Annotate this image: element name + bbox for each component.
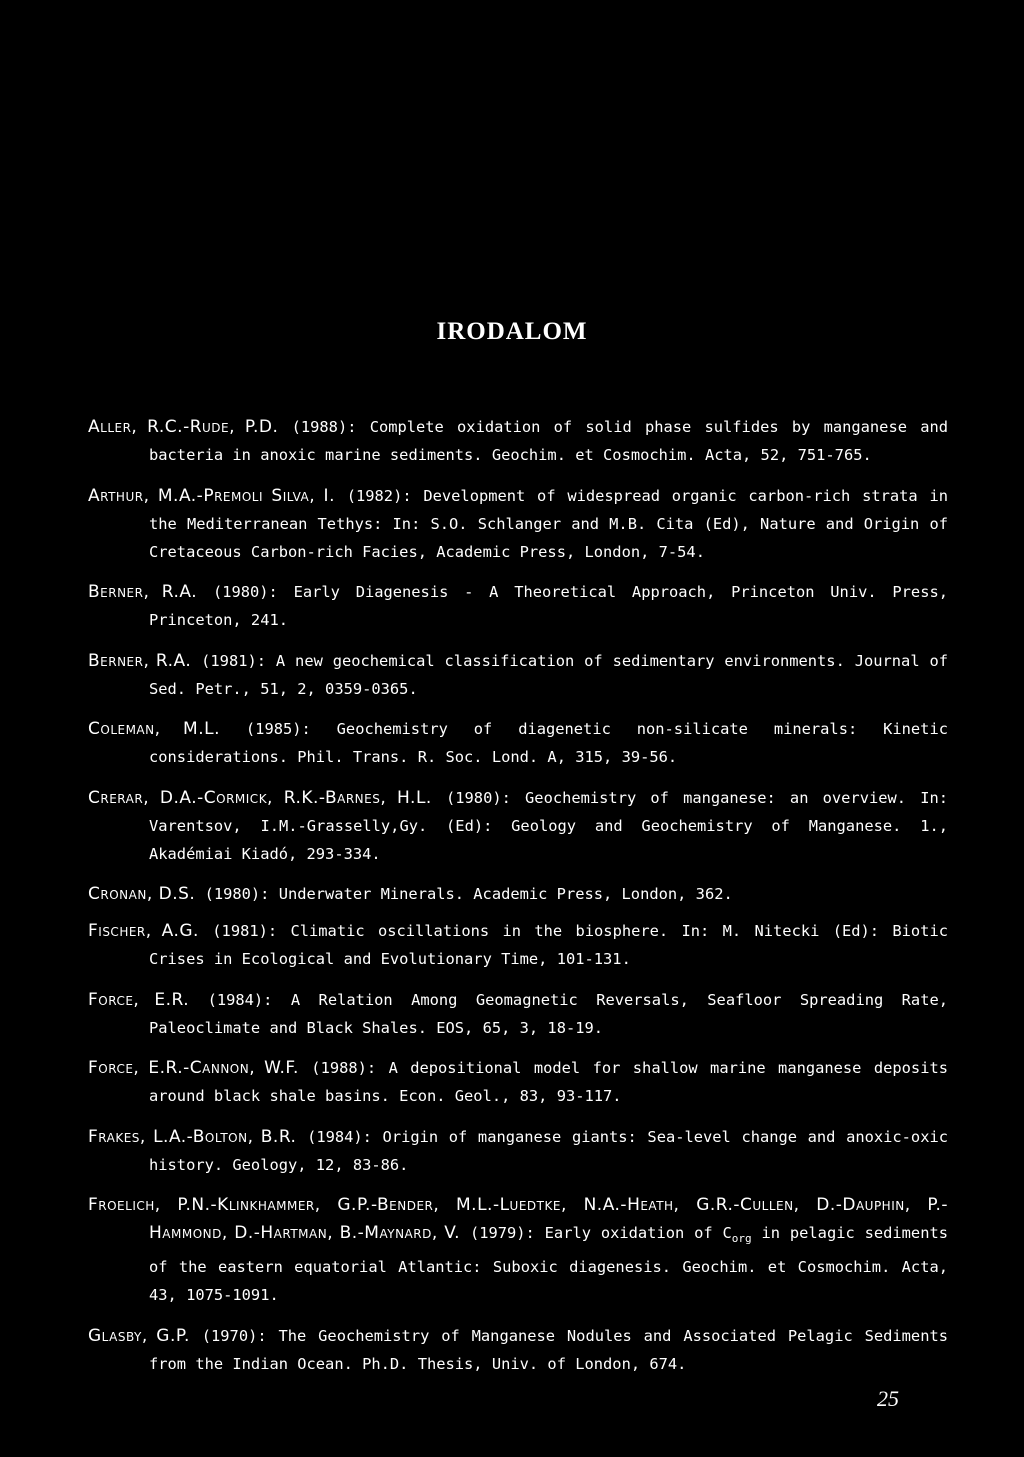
reference-details: (1980): Underwater Minerals. Academic Press, London, 362. [195,885,733,903]
reference-authors: Force, E.R.-Cannon, W.F. [88,1058,299,1078]
reference-details: (1980): Geochemistry of manganese: an overview. In: Varentsov, I.M.-Grasselly,Gy. (Ed): Geology and Geochemistry of Manganese. 1., Akadémiai Kiadó, 293-334. [149,788,948,863]
reference-list [88,413,948,1390]
reference-details: (1981): A new geochemical classification of sedimentary environments. Journal of Sed. Petr., 51, 2, 0359-0365. [149,651,949,698]
reference-entry [88,647,948,703]
reference-entry [88,986,948,1042]
reference-entry [88,1054,948,1110]
reference-details: (1988): Complete oxidation of solid phase sulfides by manganese and bacteria in anoxic marine sediments. Geochim. et Cosmochim. Acta, 52, 751-765. [149,418,948,464]
reference-authors: Glasby, G.P. [88,1325,190,1346]
reference-authors: Crerar, D.A.-Cormick, R.K.-Barnes, H.L. [88,787,432,808]
reference-authors: Arthur, M.A.-Premoli Silva, I. [88,485,335,506]
reference-entry [88,917,948,973]
reference-details: (1984): Origin of manganese giants: Sea-level change and anoxic-oxic history. Geology, 12, 83-86. [149,1127,948,1174]
reference-details: (1984): A Relation Among Geomagnetic Reversals, Seafloor Spreading Rate, Paleoclimate and Black Shales. EOS, 65, 3, 18-19. [149,990,948,1037]
page-title: IRODALOM [436,318,588,345]
reference-entry [88,715,948,771]
reference-authors: Cronan, D.S. [88,884,196,904]
reference-authors: Froelich, P.N.-Klinkhammer, G.P.-Bender, M.L.-Luedtke, N.A.-Heath, G.R.-Cullen, D.-Dauphin, P.-Hammond, D.-Hartman, B.-Maynard, V. [88,1195,948,1243]
reference-entry [88,578,948,634]
reference-authors: Frakes, L.A.-Bolton, B.R. [88,1126,297,1147]
reference-details: (1970): The Geochemistry of Manganese Nodules and Associated Pelagic Sediments from the Indian Ocean. Ph.D. Thesis, Univ. of London, 674. [149,1326,948,1373]
reference-entry [88,413,948,469]
reference-authors: Berner, R.A. [88,650,192,671]
reference-details: (1981): Climatic oscillations in the biosphere. In: M. Nitecki (Ed): Biotic Crises in Ecological and Evolutionary Time, 101-131. [149,922,948,968]
reference-entry [88,880,948,908]
reference-details: (1979): Early oxidation of C [460,1224,732,1242]
reference-details: (1982): Development of widespread organic carbon-rich strata in the Mediterranean Tethys: In: S.O. Schlanger and M.B. Cita (Ed), Nature and Origin of Cretaceous Carbon-rich Facies, Academic Press, London, 7-54. [149,486,948,561]
reference-details: (1985): Geochemistry of diagenetic non-silicate minerals: Kinetic considerations. Phil. Trans. R. Soc. Lond. A, 315, 39-56. [149,720,948,766]
reference-entry [88,784,948,868]
reference-authors: Aller, R.C.-Rude, P.D. [88,417,279,437]
reference-details-continued: in pelagic sediments of the eastern equatorial Atlantic: Suboxic diagenesis. Geochim. et Cosmochim. Acta, 43, 1075-1091. [149,1224,948,1304]
reference-details: (1980): Early Diagenesis - A Theoretical Approach, Princeton Univ. Press, Princeton, 241. [149,583,948,629]
page-number: 25 [877,1386,899,1411]
reference-entry [88,482,948,566]
reference-entry [88,1322,948,1378]
reference-authors: Berner, R.A. [88,582,198,602]
reference-details: (1988): A depositional model for shallow marine manganese deposits around black shale basins. Econ. Geol., 83, 93-117. [149,1059,948,1105]
reference-authors: Coleman, M.L. [88,719,221,739]
reference-authors: Fischer, A.G. [88,921,199,941]
reference-entry [88,1123,948,1179]
reference-entry [88,1191,948,1309]
reference-authors: Force, E.R. [88,989,190,1010]
subscript-org: org [731,1232,752,1245]
